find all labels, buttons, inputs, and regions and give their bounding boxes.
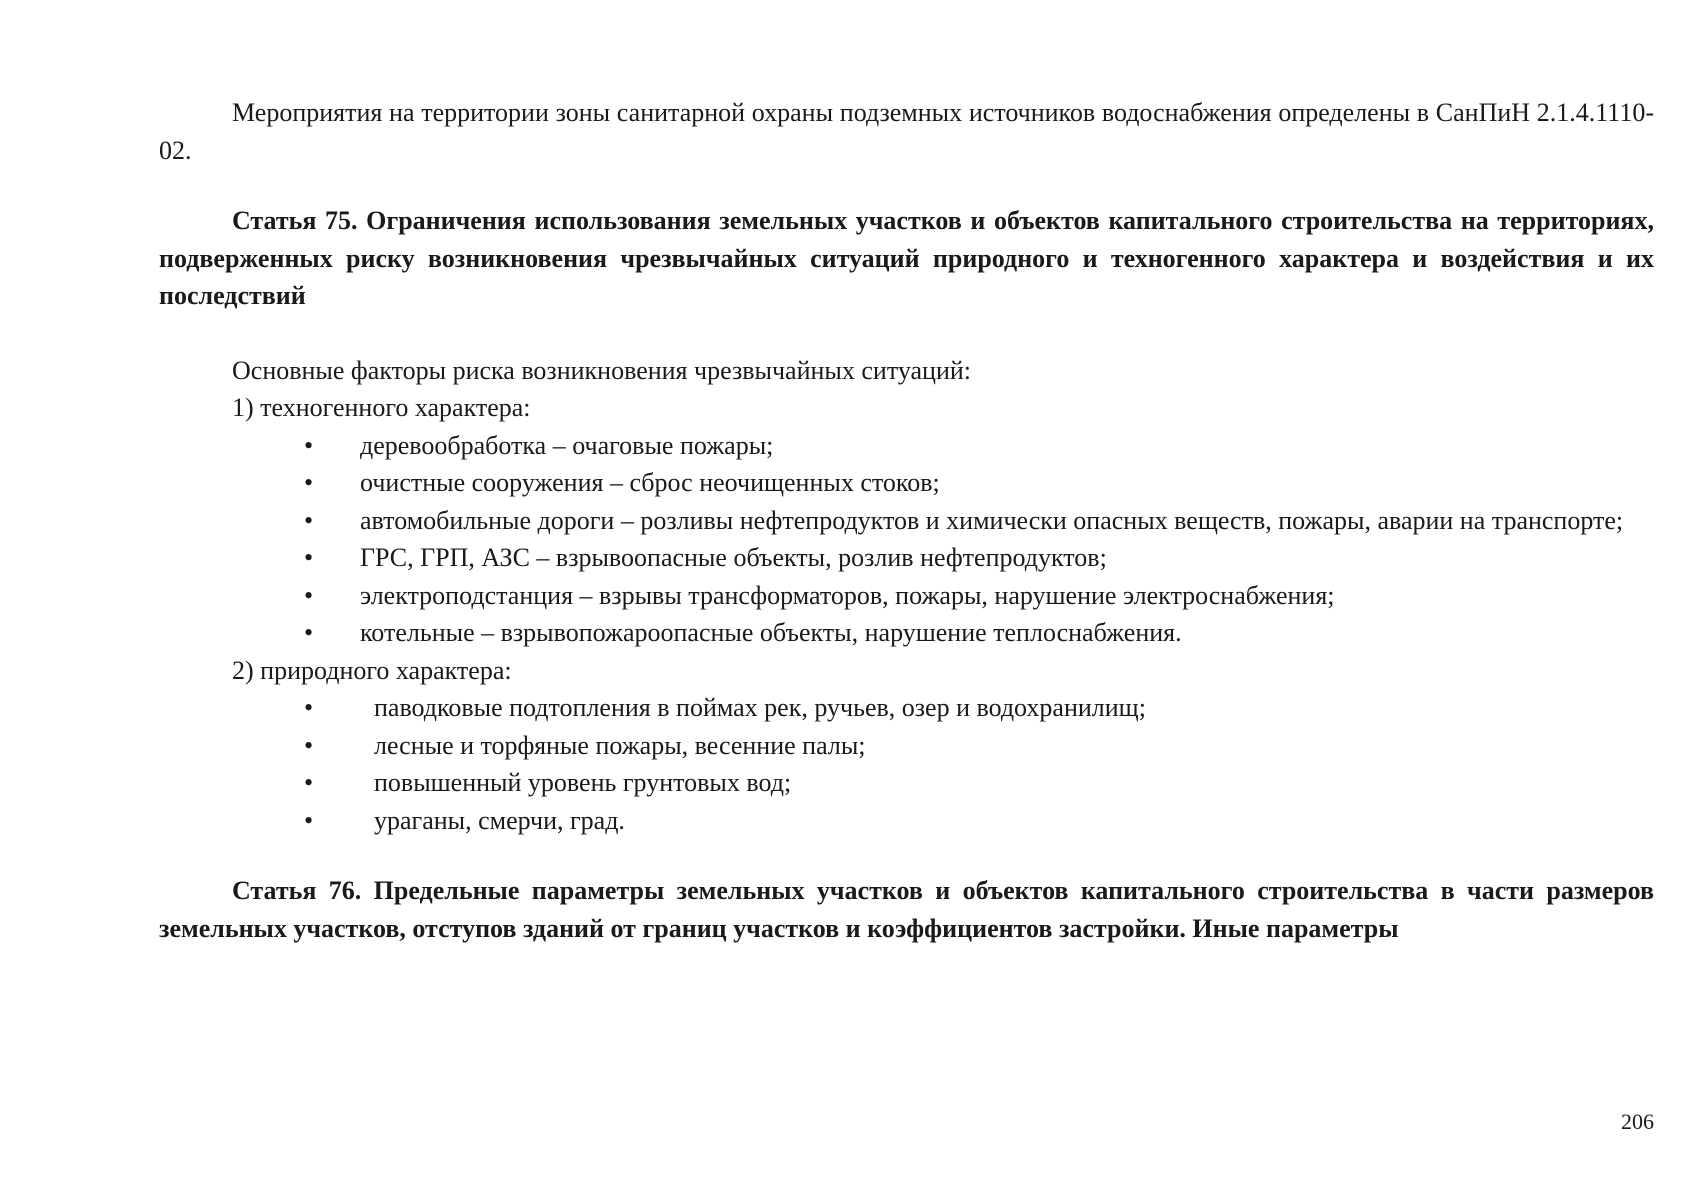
list-item	[159, 539, 1654, 577]
article-76-heading: Статья 76. Предельные параметры земельных участков и объектов капитального строительства в части размеров земельных участков, отступов зданий от границ участков и коэффициентов застройки. Иные параметры	[159, 876, 1654, 943]
bullet-icon: •	[304, 580, 314, 610]
bullet-icon: •	[304, 730, 314, 760]
bullet-icon: •	[304, 430, 314, 460]
list-item	[159, 614, 1654, 652]
natural-list	[159, 689, 1654, 839]
list-item-text: деревообработка – очаговые пожары;	[360, 430, 774, 460]
bullet-icon: •	[304, 693, 314, 722]
list-item-text: котельные – взрывопожароопасные объекты, нарушение теплоснабжения.	[360, 618, 1182, 647]
list-item	[159, 577, 1654, 615]
spacer	[159, 839, 1654, 872]
technogenic-list	[159, 427, 1654, 652]
list-item	[159, 502, 1654, 540]
bullet-icon: •	[304, 543, 314, 572]
page-content	[159, 94, 1654, 947]
list-item-text: повышенный уровень грунтовых вод;	[374, 768, 792, 797]
technogenic-label: 1) техногенного характера:	[232, 393, 531, 422]
list-item-text: электроподстанция – взрывы трансформаторов, пожары, нарушение электроснабжения;	[360, 580, 1335, 610]
spacer	[159, 169, 1654, 202]
list-item-text: лесные и торфяные пожары, весенние палы;	[374, 730, 866, 760]
list-item-text: ураганы, смерчи, град.	[374, 805, 625, 835]
list-item	[159, 689, 1654, 727]
spacer	[159, 315, 1654, 352]
list-item-text: автомобильные дороги – розливы нефтепродуктов и химически опасных веществ, пожары, аварии на транспорте;	[360, 505, 1624, 535]
list-item-text: очистные сооружения – сброс неочищенных стоков;	[360, 468, 940, 497]
list-item	[159, 802, 1654, 840]
intro-paragraph: Мероприятия на территории зоны санитарной охраны подземных источников водоснабжения определены в СанПиН 2.1.4.1110-02.	[159, 98, 1654, 165]
article-75-heading: Статья 75. Ограничения использования земельных участков и объектов капитального строительства на территориях, подверженных риску возникновения чрезвычайных ситуаций природного и техногенного характера и воздействия и их последствий	[159, 206, 1654, 310]
bullet-icon: •	[304, 768, 314, 797]
natural-label: 2) природного характера:	[232, 655, 512, 685]
bullet-icon: •	[304, 618, 314, 647]
list-item	[159, 464, 1654, 502]
list-item-text: паводковые подтопления в поймах рек, ручьев, озер и водохранилищ;	[374, 693, 1146, 722]
list-item	[159, 764, 1654, 802]
bullet-icon: •	[304, 805, 314, 835]
page-number: 206	[1621, 1109, 1654, 1134]
list-item	[159, 727, 1654, 765]
list-item	[159, 427, 1654, 465]
bullet-icon: •	[304, 468, 314, 497]
bullet-icon: •	[304, 505, 314, 535]
factors-intro: Основные факторы риска возникновения чрезвычайных ситуаций:	[232, 355, 972, 385]
list-item-text: ГРС, ГРП, АЗС – взрывоопасные объекты, розлив нефтепродуктов;	[360, 543, 1107, 572]
